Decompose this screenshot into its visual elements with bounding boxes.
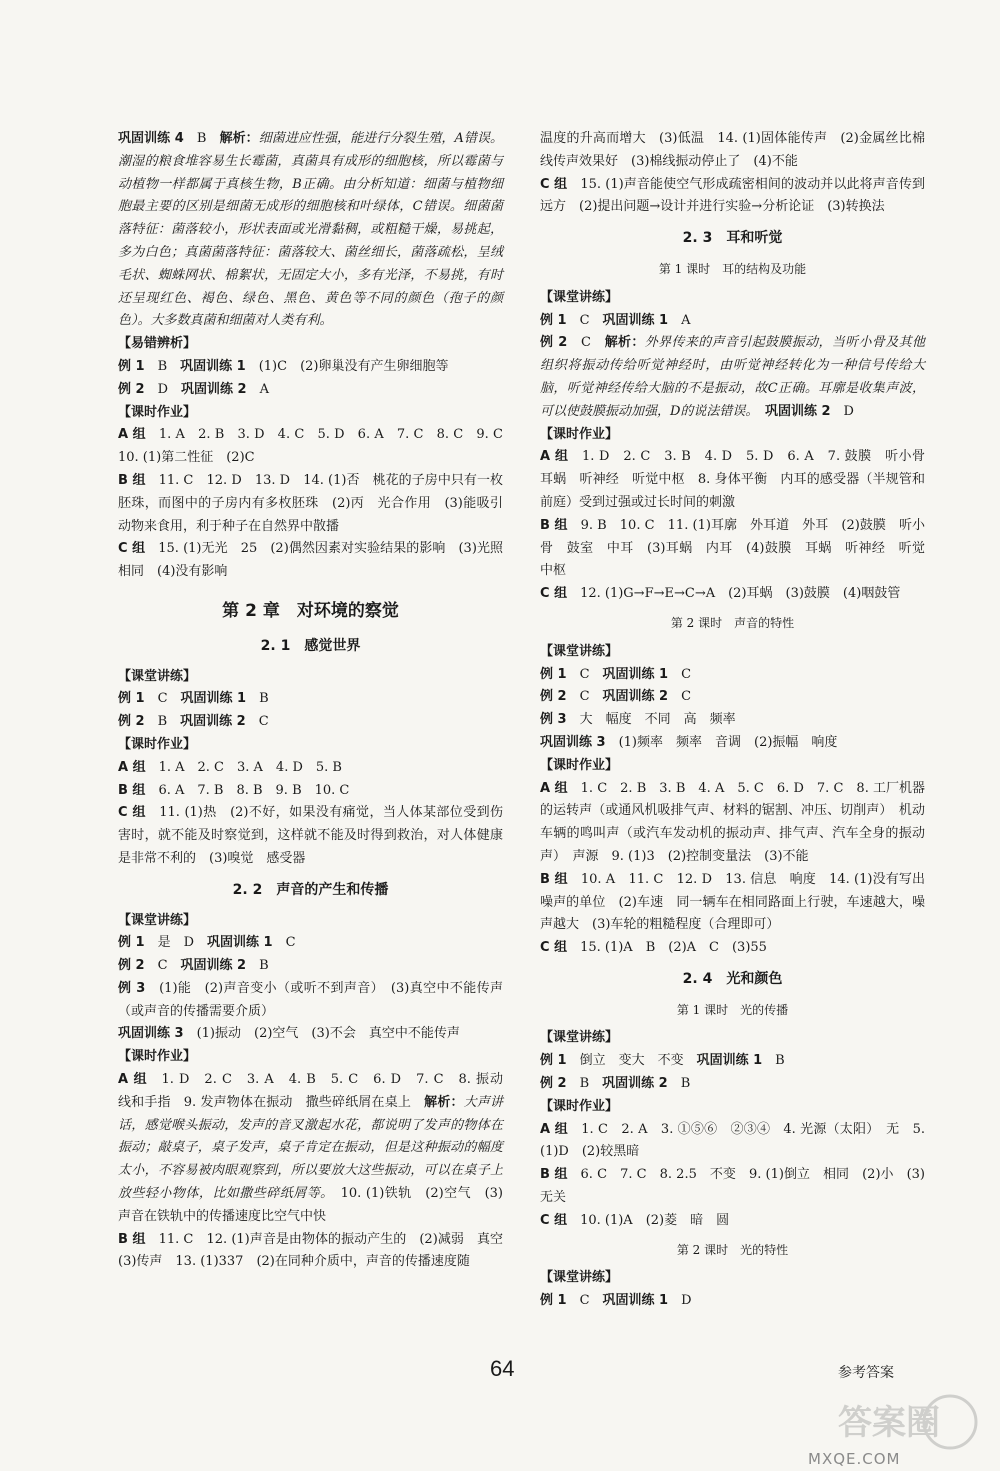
lesson-title: 第 1 课时 光的传播 — [676, 1002, 789, 1017]
answer-label: 巩固训练 2 — [602, 1076, 681, 1092]
section-label: 【课堂讲练】 — [540, 1270, 619, 1286]
answer-label: 解析： — [424, 1094, 464, 1110]
section-title: 2. 4 光和颜色 — [682, 970, 783, 987]
answer-text: 1. D 2. C 3. B 4. D 5. D 6. A 7. 鼓膜 听小骨 耳蜗 听神经 听觉中枢 8. 身体平衡 内耳的感受器（半规管和前庭）受到过强或过长时间的刺激 — [540, 449, 939, 510]
section-label: 【课堂讲练】 — [540, 289, 619, 305]
page-number: 64 — [490, 1356, 515, 1381]
answer-text: B — [775, 1053, 785, 1069]
answer-text: B — [579, 1076, 603, 1092]
section-label: 【课堂讲练】 — [118, 668, 197, 684]
lesson-title: 第 2 课时 声音的特性 — [670, 615, 795, 630]
answer-paragraph — [118, 932, 503, 955]
answer-label: C 组 — [540, 940, 581, 956]
answer-paragraph — [118, 1229, 517, 1275]
answer-text: C — [579, 312, 603, 328]
answer-text: C — [579, 1293, 603, 1309]
answer-paragraph — [118, 379, 503, 402]
answer-label: 例 1 — [540, 1053, 580, 1069]
answer-label: B 组 — [118, 782, 159, 798]
answer-text: 15. (1)无光 25 (2)偶然因素对实验结果的影响 (3)光照 相同 (4)没有影响 — [118, 541, 517, 580]
answer-text: C — [681, 666, 692, 682]
answer-label: 巩固训练 1 — [207, 935, 286, 951]
answer-label: A 组 — [540, 449, 582, 465]
answer-label: 例 2 — [540, 335, 582, 351]
answer-paragraph — [118, 780, 503, 803]
answer-text: B — [680, 1076, 691, 1092]
answer-text: 11. C 12. D 13. D 14. (1)否 桃花的子房中只有一枚胚珠，而图中的子房内有多枚胚珠 (2)丙 光合作用 (3)能吸引动物来食用，利于种子在自然界中散播 — [118, 472, 504, 534]
answer-text: 11. (1)热 (2)不好，如果没有痛觉，当人体某部位受到伤害时，就不能及时察觉到，这样就不能及时得到救治，对人体健康是非常不利的 (3)嗅觉 感受器 — [118, 805, 503, 866]
section-label: 【课时作业】 — [118, 1049, 197, 1065]
answer-paragraph — [540, 686, 925, 709]
answer-paragraph — [118, 538, 517, 584]
answer-text: B — [259, 958, 269, 974]
answer-paragraph — [118, 1023, 503, 1046]
answer-paragraph — [118, 470, 503, 538]
answer-label: A 组 — [118, 759, 159, 775]
answer-text: C — [581, 335, 605, 351]
answer-label: 例 2 — [540, 1076, 580, 1092]
answer-paragraph — [540, 1119, 925, 1165]
answer-text: 11. C 12. (1)声音是由物体的振动产生的 (2)减弱 真空 (3)传声 13. (1)337 (2)在同种介质中，声音的传播速度随 — [118, 1231, 517, 1270]
answer-paragraph — [540, 174, 925, 220]
answer-label: 例 1 — [540, 312, 580, 328]
answer-label: 巩固训练 1 — [602, 312, 682, 328]
answer-label: 例 3 — [540, 712, 580, 728]
section-title: 2. 3 耳和听觉 — [682, 230, 783, 247]
answer-text: 1. C 2. A 3. ①⑤⑥ ②③④ 4. 光源（太阳） 无 5. (1)D (2)较黑暗 — [540, 1121, 925, 1160]
answer-text: B — [196, 131, 220, 146]
answer-label: 例 3 — [118, 980, 160, 996]
answer-paragraph — [118, 424, 517, 470]
answer-paragraph — [540, 515, 925, 583]
answer-text: 1. A 2. B 3. D 4. C 5. D 6. A 7. C 8. C 9. C 10. (1)第二性征 (2)C — [118, 427, 517, 466]
answer-text — [752, 404, 765, 419]
answer-text: B — [259, 691, 269, 707]
answer-text: C — [579, 689, 603, 705]
answer-label: 巩固训练 1 — [180, 358, 259, 374]
svg-text:答案圈: 答案圈 — [838, 1403, 940, 1443]
answer-label: 例 1 — [540, 1293, 580, 1309]
answer-text: 10. (1)A (2)菱 暗 圆 — [580, 1212, 730, 1228]
answer-text: 1. A 2. C 3. A 4. D 5. B — [158, 759, 342, 775]
answer-paragraph — [540, 1290, 925, 1313]
answer-label: 例 2 — [118, 381, 158, 397]
answer-text: D — [681, 1293, 692, 1309]
answer-paragraph — [540, 1210, 925, 1233]
section-label: 【课时作业】 — [118, 404, 197, 420]
answer-label: 例 2 — [118, 958, 158, 974]
lesson-title: 第 1 课时 耳的结构及功能 — [658, 261, 807, 276]
answer-paragraph — [540, 332, 925, 423]
answer-paragraph — [540, 709, 925, 732]
answer-label: 巩固训练 1 — [602, 1293, 682, 1309]
answer-paragraph — [118, 128, 503, 333]
answer-text: B — [157, 358, 181, 374]
answer-text: (1)能 (2)声音变小（或听不到声音） (3)真空中不能传声（或声音的传播需要介质） — [118, 980, 504, 1019]
right-column — [540, 128, 939, 1313]
section-label: 【课堂讲练】 — [118, 912, 197, 928]
answer-text: 6. C 7. C 8. 2.5 不变 9. (1)倒立 相同 (2)小 (3)无关 — [540, 1167, 925, 1206]
answer-paragraph — [118, 802, 503, 870]
answer-text: 9. B 10. C 11. (1)耳廓 外耳道 外耳 (2)鼓膜 听小骨 鼓室 中耳 (3)耳蜗 内耳 (4)鼓膜 耳蜗 听神经 听觉中枢 — [540, 517, 925, 579]
answer-text: C — [157, 691, 181, 707]
answer-label: B 组 — [118, 472, 159, 488]
answer-label: B 组 — [540, 1167, 581, 1183]
answer-label: A 组 — [540, 1121, 582, 1137]
answer-text: 12. (1)G→F→E→C→A (2)耳蜗 (3)鼓膜 (4)咽鼓管 — [580, 586, 901, 602]
answer-label: B 组 — [540, 517, 581, 533]
answer-label: 巩固训练 4 — [118, 131, 197, 146]
answer-label: 巩固训练 2 — [602, 689, 682, 705]
answer-text: 倒立 变大 不变 — [579, 1053, 697, 1069]
section-title: 2. 2 声音的产生和传播 — [232, 881, 389, 898]
chapter-title: 第 2 章 对环境的察觉 — [222, 600, 399, 621]
answer-paragraph — [540, 128, 925, 174]
answer-text: (1)C (2)卵巢没有产生卵细胞等 — [258, 358, 449, 374]
answer-paragraph — [540, 1073, 925, 1096]
answer-text: 15. (1)声音能使空气形成疏密相间的波动并以此将声音传到远方 (2)提出问题→设计并进行实验→分析论证 (3)转换法 — [540, 176, 925, 215]
answer-text: D — [157, 381, 182, 397]
answer-paragraph — [118, 356, 503, 379]
answer-label: 巩固训练 2 — [180, 714, 259, 730]
answer-text: 温度的升高而增大 (3)低温 14. (1)固体能传声 (2)金属丝比棉线传声效果好 (3)棉线振动停止了 (4)不能 — [540, 131, 925, 169]
answer-label: 例 2 — [118, 714, 158, 730]
answer-label: 巩固训练 1 — [602, 666, 682, 682]
answer-label: A 组 — [118, 427, 159, 443]
answer-text: 大 幅度 不同 高 频率 — [579, 712, 736, 728]
section-label: 【易错辨析】 — [118, 336, 197, 352]
answer-label: 巩固训练 3 — [540, 734, 619, 750]
answer-paragraph — [540, 732, 925, 755]
answer-paragraph — [118, 711, 503, 734]
answer-label: A 组 — [540, 780, 581, 796]
answer-paragraph — [118, 688, 503, 711]
section-label: 【课时作业】 — [540, 426, 619, 442]
answer-text: 15. (1)A B (2)A C (3)55 — [580, 940, 767, 956]
answer-paragraph — [540, 778, 925, 869]
explanation-text: 大声讲话，感觉喉头振动，发声的音叉激起水花，都说明了发声的物体在振动；敲桌子，桌子发声，桌子肯定在振动，但是这种振动的幅度太小，不容易被肉眼观察到，所以要放大这些振动，可以在桌子上放些轻小物体，比如撒些碎纸屑等。 — [118, 1094, 503, 1202]
answer-text: C — [681, 689, 692, 705]
section-title: 2. 1 感觉世界 — [260, 637, 361, 654]
watermark-url: MXQE.COM — [808, 1450, 901, 1468]
answer-text: 10. A 11. C 12. D 13. 信息 响度 14. (1)没有写出噪声的单位 (2)车速 同一辆车在相同路面上行驶，车速越大，噪声越大 (3)车轮的粗糙程度（合理即可） — [540, 871, 925, 933]
answer-text: A — [681, 312, 691, 328]
answer-text: A — [259, 381, 269, 397]
answer-paragraph — [540, 583, 925, 606]
answer-label: 巩固训练 2 — [180, 958, 260, 974]
answer-label: C 组 — [540, 586, 581, 602]
footer-label: 参考答案 — [838, 1365, 894, 1381]
answer-label: 巩固训练 1 — [180, 691, 260, 707]
answer-label: C 组 — [118, 541, 159, 557]
answer-label: 解析： — [604, 335, 645, 351]
lesson-title: 第 2 课时 光的特性 — [676, 1242, 789, 1257]
section-label: 【课堂讲练】 — [540, 643, 619, 659]
answer-text: 是 D — [157, 935, 208, 951]
answer-label: 例 2 — [540, 689, 580, 705]
answer-label: B 组 — [118, 1231, 159, 1247]
answer-paragraph — [540, 310, 925, 333]
answer-paragraph — [540, 869, 925, 937]
answer-label: 巩固训练 1 — [696, 1053, 776, 1069]
answer-text: 1. D 2. C 3. A 4. B 5. C 6. D 7. C 8. 振动 线和手指 9. 发声物体在振动 撒些碎纸屑在桌上 — [118, 1072, 517, 1110]
answer-text: C — [258, 714, 269, 730]
answer-paragraph — [118, 978, 503, 1024]
section-label: 【课时作业】 — [540, 757, 619, 773]
answer-paragraph — [540, 446, 939, 514]
answer-text: 1. C 2. B 3. B 4. A 5. C 6. D 7. C 8. 工厂机器的运转声（或通风机吸排气声、材料的锯割、冲压、切削声） 机动车辆的鸣叫声（或汽车发动机的振动声、排气声、汽车全身的振动声） 声源 9. (1)3 (2)控制变量法 (3)不能 — [540, 780, 926, 864]
answer-paragraph — [118, 955, 503, 978]
answer-label: 例 1 — [118, 691, 158, 707]
answer-text: (1)频率 频率 音调 (2)振幅 响度 — [618, 734, 838, 750]
answer-text: (1)振动 (2)空气 (3)不会 真空中不能传声 — [196, 1026, 460, 1042]
answer-text: 6. A 7. B 8. B 9. B 10. C — [158, 782, 350, 798]
section-label: 【课堂讲练】 — [540, 1030, 619, 1046]
answer-label: C 组 — [540, 176, 581, 192]
explanation-text: 外界传来的声音引起鼓膜振动，当听小骨及其他组织将振动传给听觉神经时，由听觉神经转化为一种信号传给大脑，听觉神经传给大脑的不是振动，故C正确。耳廓是收集声波，可以使鼓膜振动加强，D的说法错误。 — [540, 335, 925, 419]
left-column — [118, 128, 517, 1274]
answer-paragraph — [118, 757, 503, 780]
answer-label: C 组 — [540, 1212, 581, 1228]
answer-label: 例 1 — [540, 666, 580, 682]
section-label: 【课时作业】 — [540, 1098, 619, 1114]
answer-paragraph — [540, 1164, 925, 1210]
answer-text: C — [157, 958, 181, 974]
answer-label: 巩固训练 2 — [764, 403, 844, 419]
answer-label: C 组 — [118, 805, 160, 821]
answer-label: A 组 — [118, 1072, 162, 1088]
answer-paragraph — [540, 664, 925, 687]
answer-text: C — [579, 666, 603, 682]
answer-paragraph — [118, 1069, 517, 1229]
answer-label: 解析： — [219, 131, 259, 146]
answer-label: 例 1 — [118, 935, 158, 951]
answer-label: 巩固训练 2 — [181, 381, 260, 397]
answer-text: B — [157, 714, 181, 730]
section-label: 【课时作业】 — [118, 736, 197, 752]
answer-text: 10. (1)铁轨 (2)空气 (3)声音在铁轨中的传播速度比空气中快 — [118, 1186, 503, 1224]
explanation-text: 细菌进应性强，能进行分裂生殖，A错误。潮湿的粮食堆容易生长霉菌，真菌具有成形的细胞核，所以霉菌与动植物一样都属于真核生物，B正确。由分析知道：细菌与植物细胞最主要的区别是细菌无成形的细胞核和叶绿体，C错误。细菌菌落特征：菌落较小，形状表面或光滑黏稠，或粗糙干燥，易挑起，多为白色；真菌菌落特征：菌落较大、菌丝细长，菌落疏松，呈绒毛状、蜘蛛网状、棉絮状，无固定大小，多有光泽，不易挑，有时还呈现红色、褐色、绿色、黑色、黄色等不同的颜色（孢子的颜色）。大多数真菌和细菌对人类有利。 — [118, 131, 503, 329]
answer-label: 巩固训练 3 — [118, 1026, 197, 1042]
answer-text: C — [285, 935, 296, 951]
answer-paragraph — [540, 1050, 925, 1073]
answer-text: D — [843, 403, 854, 419]
answer-paragraph — [540, 937, 925, 960]
answer-label: 例 1 — [118, 358, 158, 374]
answer-label: B 组 — [540, 871, 581, 887]
